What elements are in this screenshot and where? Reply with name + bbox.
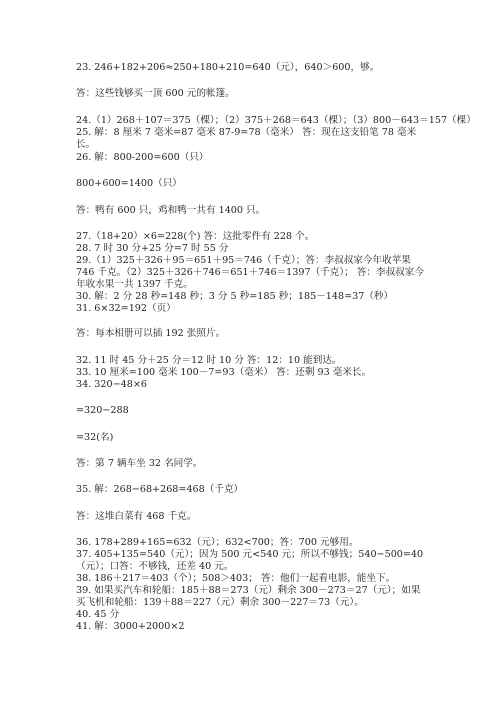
answer-line: 28. 7 时 30 分+25 分=7 时 55 分	[76, 243, 229, 254]
answer-line: =32(名)	[76, 432, 114, 443]
answer-line: 38. 186＋217＝403（个）；508＞403； 答：他们一起看电影，能坐下。	[76, 573, 396, 584]
answer-line: 39. 如果买汽车和轮船：185＋88＝273（元）剩余 300－273＝27（元）；如果	[76, 585, 421, 596]
answer-line: （元）；口答：不够钱，还差 40 元。	[76, 561, 234, 572]
answer-line: 年收水果一共 1397 千克。	[76, 279, 193, 290]
answer-line: 答：第 7 辆车坐 32 名同学。	[76, 458, 203, 469]
answer-line: 27.（18+20）×6=228(个) 答：这批零件有 228 个。	[76, 231, 315, 242]
answer-line: 买飞机和轮船：139＋88＝227（元）剩余 300－227＝73（元）。	[76, 597, 364, 608]
answer-line: 32. 11 时 45 分＋25 分＝12 时 10 分 答：12：10 能到达。	[76, 355, 342, 366]
answer-line: =320−288	[76, 405, 129, 416]
answer-line: 746 千克。（2）325＋326＋746＝651＋746＝1397（千克）； 答：李叔叔家今	[76, 267, 424, 278]
answer-line: 34. 320−48×6	[76, 379, 148, 390]
answer-line: 41. 解：3000+2000×2	[76, 621, 185, 632]
answer-line: 26. 解：800-200=600（只）	[76, 152, 209, 163]
answer-line: 25. 解：8 厘米 7 毫米=87 毫米 87-9=78（毫米） 答：现在这支铅笔 78 毫米	[76, 127, 417, 138]
answer-line: 33. 10 厘米=100 毫米 100－7=93（毫米） 答：还剩 93 毫米长。	[76, 367, 372, 378]
answer-line: 30. 解：2 分 28 秒=148 秒；3 分 5 秒=185 秒；185－148=37（秒）	[76, 291, 394, 302]
answer-line: 答：这些钱够买一顶 600 元的帐篷。	[76, 88, 235, 99]
answer-line: 40. 45 分	[76, 609, 120, 620]
answer-line: 37. 405+135=540（元）；因为 500 元<540 元；所以不够钱；540−500=40	[76, 549, 424, 560]
answer-line: 31. 6×32=192（页）	[76, 303, 176, 314]
answer-line: 23. 246+182+206≈250+180+210=640（元），640＞600，够。	[76, 62, 380, 73]
answer-line: 答：鸭有 600 只，鸡和鸭一共有 1400 只。	[76, 205, 266, 216]
answer-line: 800+600=1400（只）	[76, 178, 182, 189]
answer-line: 长。	[76, 139, 96, 150]
answer-line: 24.（1）268＋107＝375（棵）；（2）375＋268＝643（棵）；（3）800－643＝157（棵）	[76, 115, 476, 126]
answer-line: 29.（1）325＋326＋95＝651＋95＝746（千克）；答：李叔叔家今年收苹果	[76, 255, 411, 266]
answer-line: 答：每本相册可以插 192 张照片。	[76, 328, 226, 339]
answer-line: 36. 178+289+165=632（元）；632<700；答：700 元够用。	[76, 537, 359, 548]
answer-line: 35. 解：268−68+268=468（千克）	[76, 484, 244, 495]
answer-line: 答：这堆白菜有 468 千克。	[76, 511, 197, 522]
